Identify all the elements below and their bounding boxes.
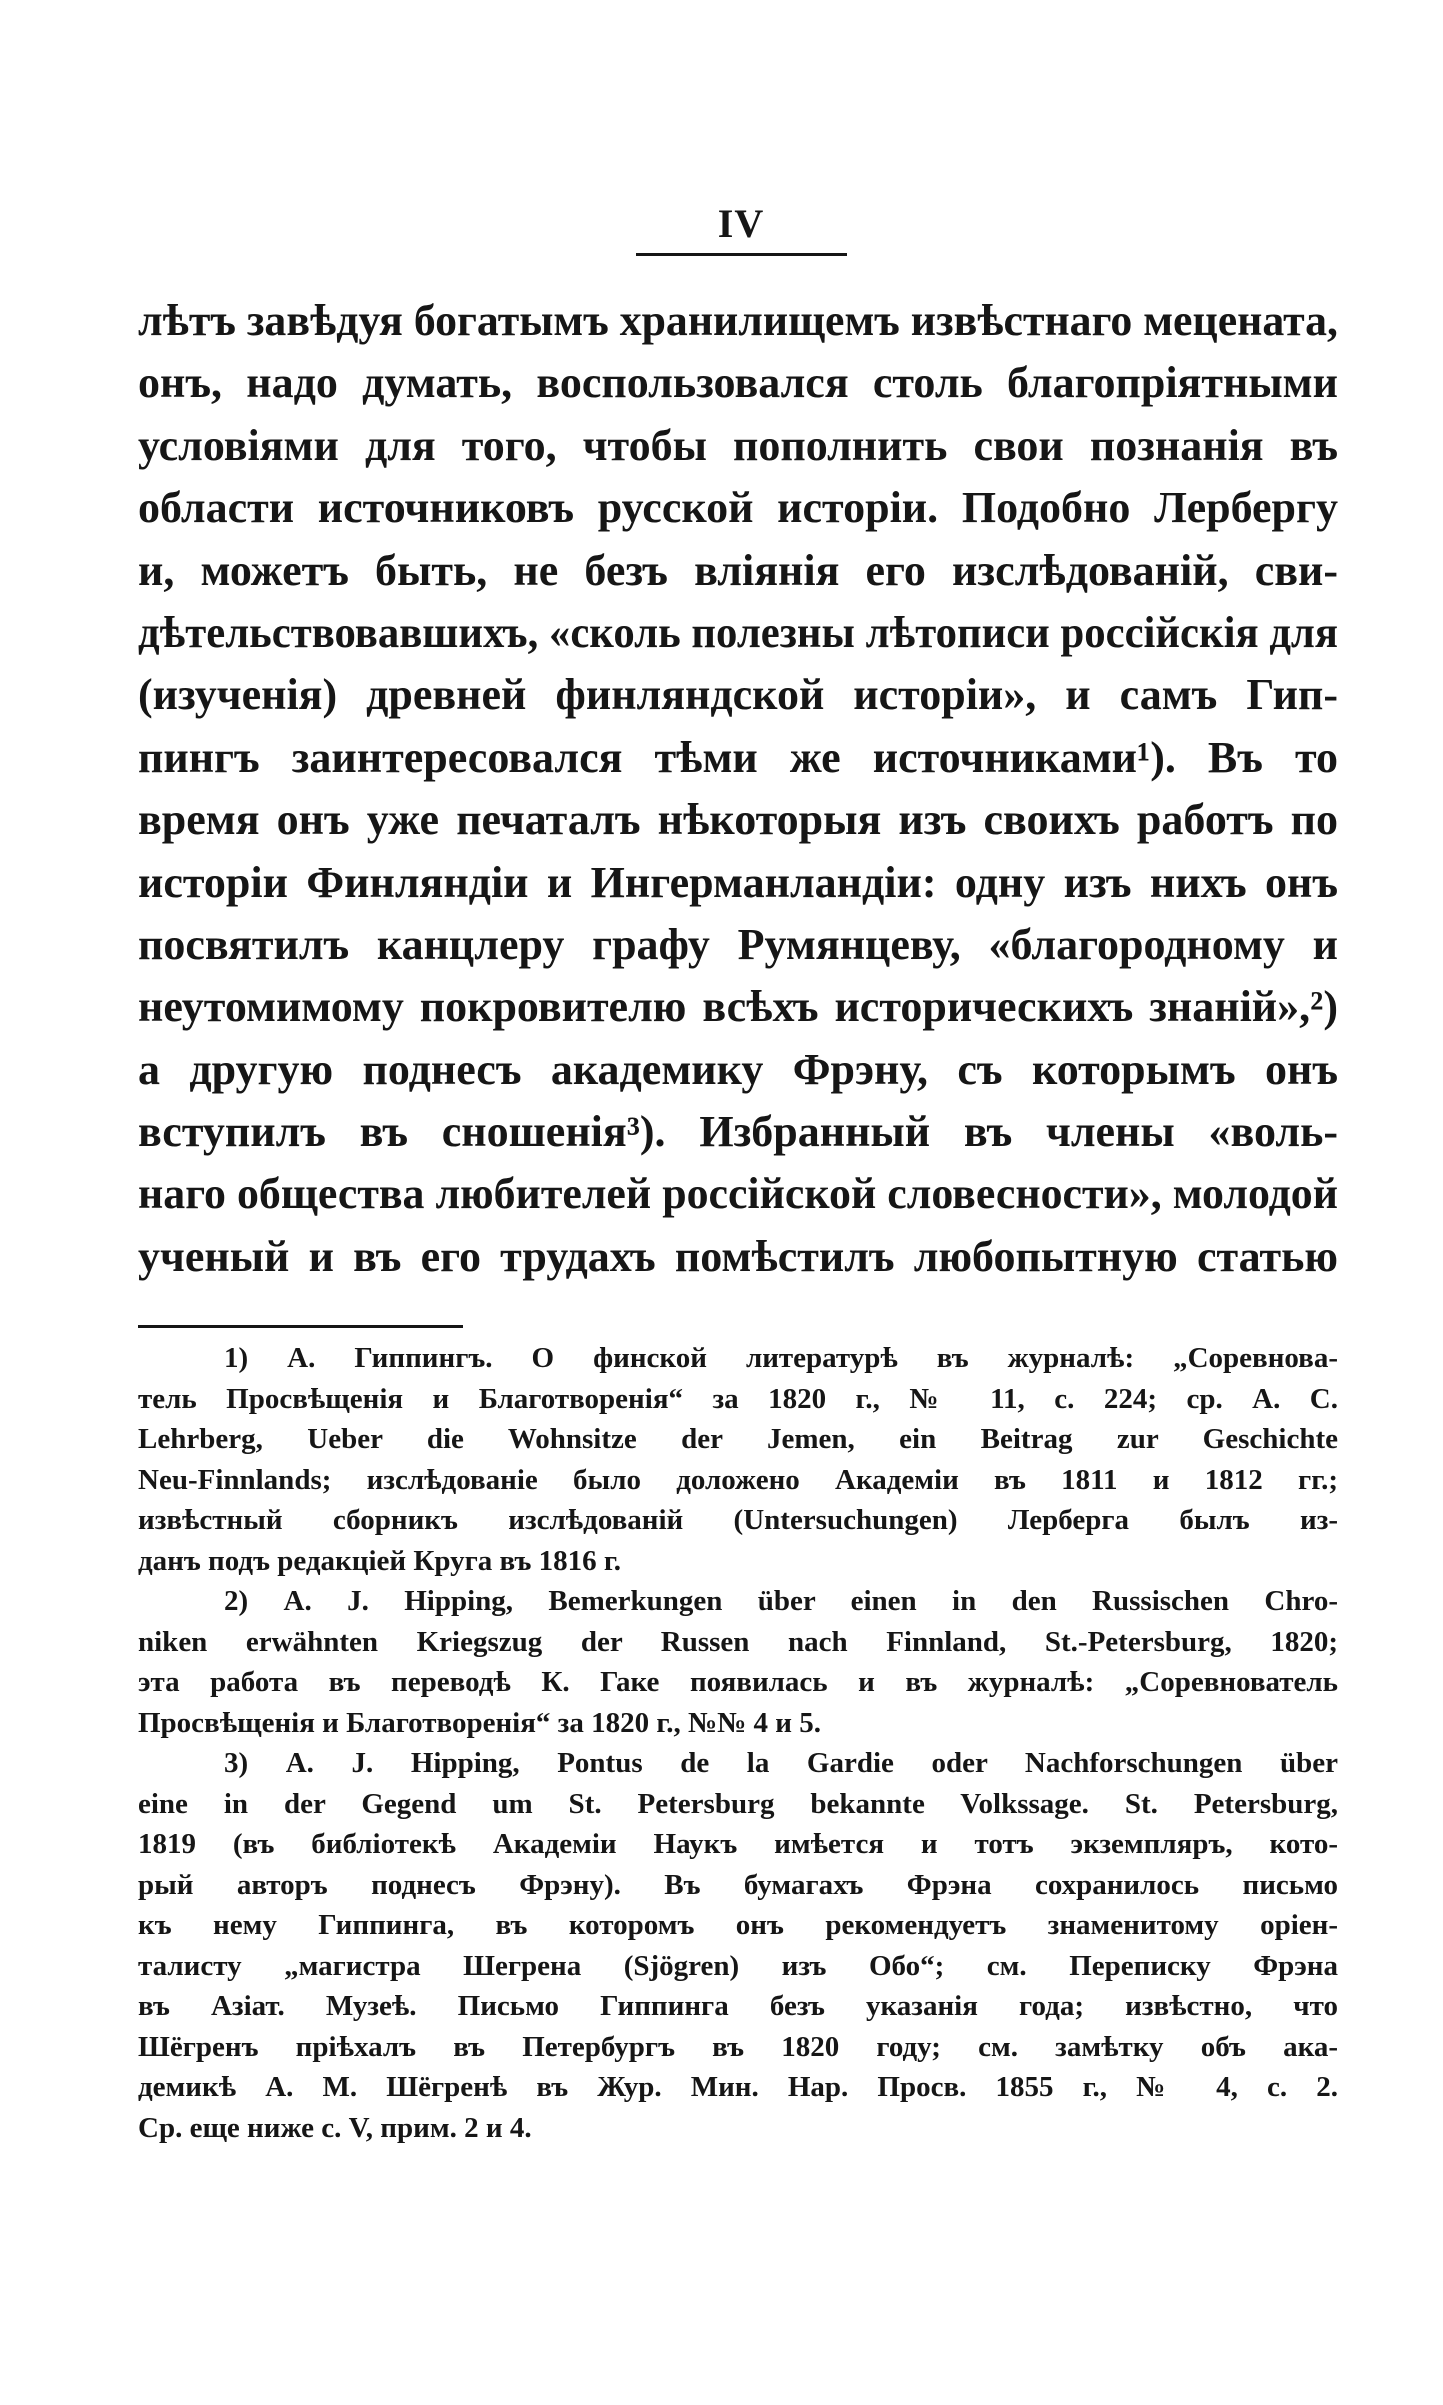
footnote-line: 2) А. J. Hipping, Bemerkungen über einen in den Russischen Chro-	[224, 1585, 1338, 1617]
footnote-line: 1) А. Гиппингъ. О финской литературѣ въ журналѣ: „Соревнова-	[224, 1342, 1338, 1374]
text-line: наго общества любителей россійской словесности», молодой	[138, 1169, 1338, 1219]
footnote-line: Ср. еще ниже с. V, прим. 2 и 4.	[138, 2111, 532, 2144]
footnote-line: Просвѣщенія и Благотворенія“ за 1820 г., №№ 4 и 5.	[138, 1706, 821, 1739]
footnote-line: демикѣ А. М. Шёгренѣ въ Жур. Мин. Нар. Просв. 1855 г., № 4, с. 2.	[138, 2071, 1338, 2103]
footnote-line: талисту „магистра Шегрена (Sjögren) изъ Обо“; см. Переписку Фрэна	[138, 1949, 1338, 1982]
text-line: вступилъ въ сношенія³). Избранный въ члены «воль-	[138, 1107, 1338, 1157]
text-line: и, можетъ быть, не безъ вліянія его изслѣдованій, сви-	[138, 545, 1338, 595]
footnotes	[138, 1338, 1338, 2148]
text-line: (изученія) древней финляндской исторіи», и самъ Гип-	[138, 670, 1338, 720]
text-line: посвятилъ канцлеру графу Румянцеву, «благородному и	[138, 919, 1338, 969]
text-line: ученый и въ его трудахъ помѣстилъ любопытную статью	[138, 1231, 1338, 1281]
text-line: исторіи Финляндіи и Ингерманландіи: одну изъ нихъ онъ	[138, 857, 1338, 907]
text-line: время онъ уже печаталъ нѣкоторыя изъ своихъ работъ по	[138, 795, 1338, 845]
text-line: неутомимому покровителю всѣхъ историческихъ знаній»,²)	[138, 982, 1338, 1032]
page-number: IV	[717, 201, 765, 246]
text-line: лѣтъ завѣдуя богатымъ хранилищемъ извѣстнаго мецената,	[138, 296, 1338, 345]
text-line: дѣтельствовавшихъ, «сколь полезны лѣтописи россійскія для	[138, 607, 1338, 657]
text-line: пингъ заинтересовался тѣми же источниками¹). Въ то	[138, 732, 1338, 782]
footnote-line: рый авторъ поднесъ Фрэну). Въ бумагахъ Фрэна сохранилось письмо	[138, 1868, 1338, 1901]
footnote-line: къ нему Гиппинга, въ которомъ онъ рекомендуетъ знаменитому оріен-	[138, 1909, 1338, 1941]
main-text	[138, 290, 1338, 1288]
footnote-line: Шёгренъ пріѣхалъ въ Петербургъ въ 1820 году; см. замѣтку объ ака-	[138, 2030, 1338, 2063]
footnote-line: данъ подъ редакціей Круга въ 1816 г.	[138, 1544, 622, 1577]
text-line: условіями для того, чтобы пополнить свои познанія въ	[138, 420, 1338, 470]
text-line: а другую поднесъ академику Фрэну, съ которымъ онъ	[138, 1044, 1338, 1094]
footnote-line: Neu-Finnlands; изслѣдованіе было доложено Академіи въ 1811 и 1812 гг.;	[138, 1463, 1338, 1496]
footnote-line: eine in der Gegend um St. Petersburg bekannte Volkssage. St. Petersburg,	[138, 1787, 1338, 1820]
footnote-line: 1819 (въ библіотекѣ Академіи Наукъ имѣется и тотъ экземпляръ, кото-	[138, 1828, 1338, 1860]
header-rule	[636, 253, 847, 256]
text-line: области источниковъ русской исторіи. Подобно Лербергу	[138, 483, 1338, 533]
footnote-line: извѣстный сборникъ изслѣдованій (Untersuchungen) Лерберга былъ из-	[138, 1504, 1338, 1536]
text-line: онъ, надо думать, воспользовался столь благопріятными	[138, 358, 1338, 408]
footnote-rule	[138, 1325, 463, 1328]
footnote-line: въ Азіат. Музеѣ. Письмо Гиппинга безъ указанія года; извѣстно, что	[138, 1990, 1338, 2022]
footnote-line: Lehrberg, Ueber die Wohnsitze der Jemen, ein Beitrag zur Geschichte	[138, 1423, 1338, 1455]
footnote-line: тель Просвѣщенія и Благотворенія“ за 1820 г., № 11, с. 224; ср. А. С.	[138, 1382, 1338, 1415]
footnote-line: niken erwähnten Kriegszug der Russen nach Finnland, St.-Petersburg, 1820;	[138, 1625, 1338, 1658]
footnote-line: эта работа въ переводѣ К. Гаке появилась и въ журналѣ: „Соревнователь	[138, 1666, 1338, 1698]
footnote-line: 3) А. J. Hipping, Pontus de la Gardie oder Nachforschungen über	[224, 1747, 1338, 1779]
